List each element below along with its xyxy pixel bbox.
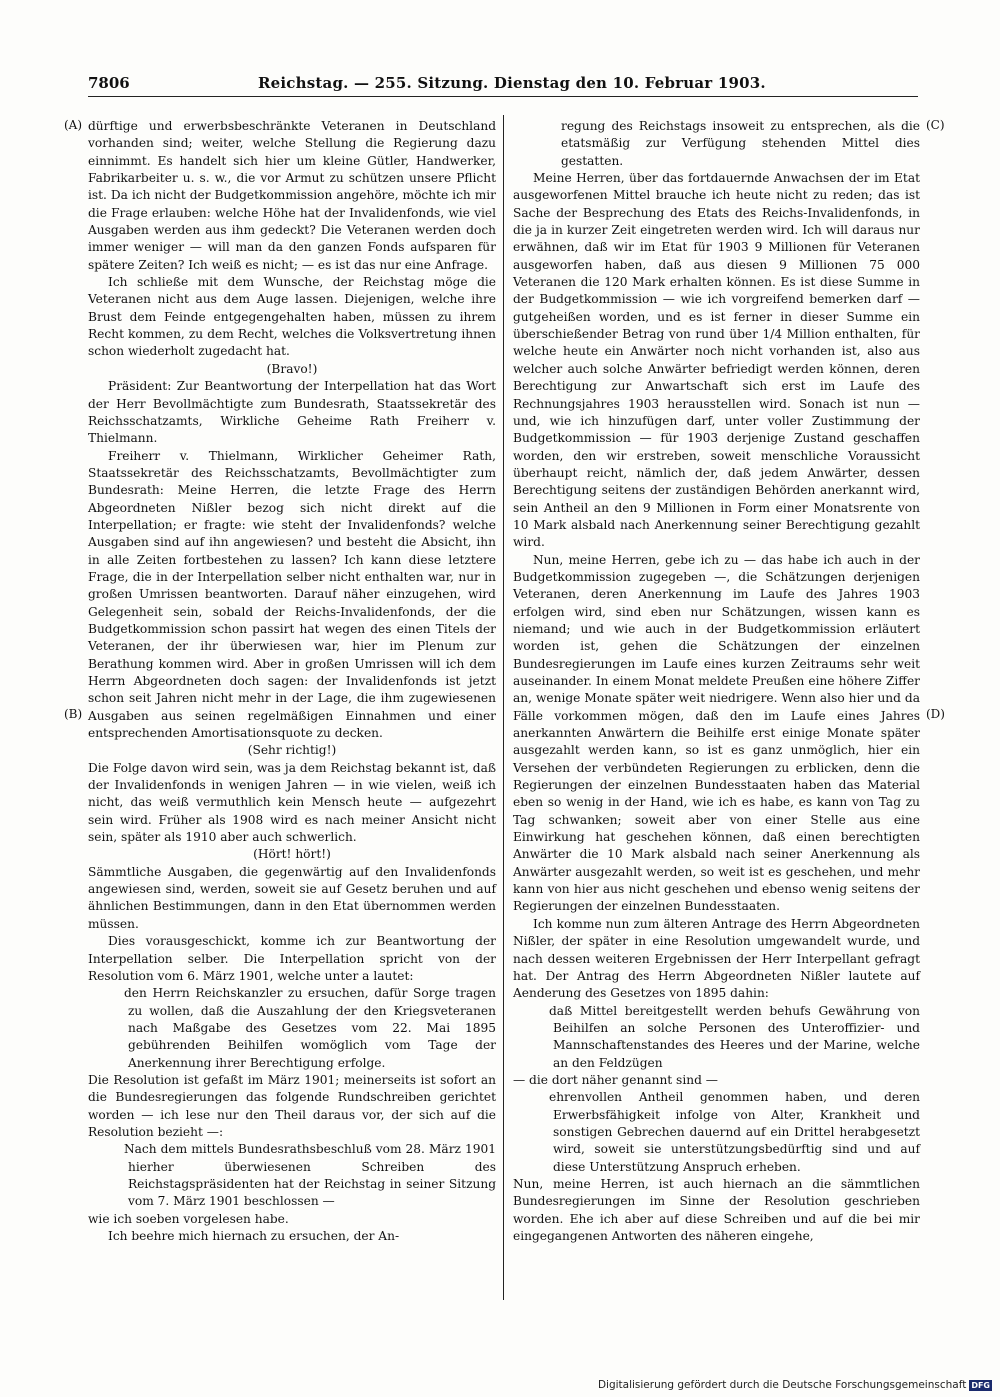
paragraph: dürftige und erwerbsbeschränkte Veteranen in Deutschland vorhanden sind; weiter, welche Stellung die Regierung dazu einnimmt. Es handelt sich hier um kleine Gütler, Handwerker, Fabrikarbeiter u. s. w., die vor Armut zu schützen unsere Pflicht ist. Da ich nicht der Budgetkommission angehöre, möchte ich mir die Frage erlauben: welche Höhe hat der Invalidenfonds, wie viel Ausgaben werden aus ihm gedeckt? Die Veteranen werden doch immer weniger — will man da den ganzen Fonds aufsparen für spätere Zeiten? Ich weiß es nicht; — es ist das nur eine Anfrage. bbox=[88, 119, 496, 272]
paragraph: Die Folge davon wird sein, was ja dem Reichstag bekannt ist, daß der Invalidenfonds in wenigen Jahren — in wie vielen, weiß ich nicht, das weiß vermuthlich kein Mensch heute — aufgezehrt sein wird. Früher als 1908 wird es nach meiner Ansicht nicht sein, später als 1910 aber auch schwerlich. bbox=[88, 760, 496, 845]
quotation: den Herrn Reichskanzler zu ersuchen, dafür Sorge tragen zu wollen, daß die Auszahlung der den Kriegsveteranen nach Maßgabe des Gesetzes vom 22. Mai 1895 gebührenden Beihilfen womöglich vom Tage der Anerkennung ihrer Berechtigung erfolge. bbox=[124, 986, 496, 1070]
margin-mark-d: (D) bbox=[926, 707, 945, 721]
column-divider bbox=[503, 115, 504, 1300]
page-number: 7806 bbox=[88, 74, 130, 92]
quotation: Nach dem mittels Bundesrathsbeschluß vom 28. März 1901 hierher überwiesenen Schreiben des Reichstagspräsidenten hat der Reichstag in seiner Sitzung vom 7. März 1901 beschlossen — bbox=[124, 1142, 496, 1209]
left-column bbox=[88, 118, 496, 1245]
paragraph: — die dort näher genannt sind — bbox=[513, 1072, 718, 1087]
margin-mark-a: (A) bbox=[64, 118, 83, 132]
right-column bbox=[513, 118, 920, 1245]
margin-mark-c: (C) bbox=[926, 118, 945, 132]
paragraph: Ich schließe mit dem Wunsche, der Reichstag möge die Veteranen nicht aus dem Auge lassen. Diejenigen, welche ihre Brust dem Feinde entgegengehalten haben, müssen zu ihrem Recht kommen, zu dem Recht, welches die Volksvertretung ihnen schon wiederholt zugedacht hat. bbox=[88, 275, 496, 359]
interjection: (Sehr richtig!) bbox=[247, 743, 337, 758]
page-header bbox=[88, 74, 918, 97]
footer-text: Digitalisierung gefördert durch die Deutsche Forschungsgemeinschaft bbox=[597, 1379, 967, 1391]
paragraph: Ich beehre mich hiernach zu ersuchen, der An- bbox=[108, 1229, 400, 1243]
paragraph: Freiherr v. Thielmann, Wirklicher Geheimer Rath, Staatssekretär des Reichsschatzamts, Bevollmächtigter zum Bundesrath: Meine Herren, die letzte Frage des Herrn Abgeordneten Nißler bezog sich nicht direkt auf die Interpellation; er fragte: wie steht der Invalidenfonds? welche Ausgaben sind auf ihn angewiesen? und besteht die Absicht, ihn in alle Zeiten fortbestehen zu lassen? Ich kann diese letztere Frage, die in der Interpellation selber nicht enthalten war, nur in großen Umrissen beantworten. Darauf näher einzugehen, wird Gelegenheit sein, sobald der Reichs-Invalidenfonds, der die Budgetkommission schon passirt hat wegen des einen Titels der Veteranen, der ihr überwiesen war, hier im Plenum zur Berathung kommen wird. Aber in großen Umrissen will ich dem Herrn Abgeordneten doch sagen: der Invalidenfonds ist jetzt schon seit Jahren nicht mehr in der Lage, die ihm zugewiesenen Ausgaben aus seinen regelmäßigen Einnahmen und einer entsprechenden Amortisationsquote zu decken. bbox=[88, 448, 496, 741]
paragraph: Die Resolution ist gefaßt im März 1901; meinerseits ist sofort an die Bundesregierungen das folgende Rundschreiben gerichtet worden — ich lese nur den Theil daraus vor, der sich auf die Resolution bezieht —: bbox=[88, 1072, 496, 1139]
paragraph: Meine Herren, über das fortdauernde Anwachsen der im Etat ausgeworfenen Mittel brauche ich heute nicht zu reden; das ist Sache der Besprechung des Etats des Reichs-Invalidenfonds, in die ja in kurzer Zeit eingetreten werden wird. Ich will daraus nur erwähnen, daß wir im Etat für 1903 9 Millionen für Veteranen ausgeworfen haben, daß aus diesen 9 Millionen 75 000 Veteranen die 120 Mark erhalten können. Es ist diese Summe in der Budgetkommission — wie ich vorgreifend bemerken darf — gutgeheißen worden, und es ist ferner in dieser Summe ein überschießender Betrag von rund über 1/4 Million enthalten, für welche heute ein Anwärter noch nicht vorhanden ist, also aus welcher auch solche Anwärter befriedigt werden können, deren Berechtigung zur Anwartschaft sich erst im Laufe des Rechnungsjahres 1903 herausstellen wird. Sonach ist nun — und, wie ich hinzufügen darf, unter voller Zustimmung der Budgetkommission — für 1903 derjenige Zustand geschaffen worden, den wir erstreben, soweit menschliche Voraussicht überhaupt reicht, nämlich der, daß jedem Anwärter, dessen Berechtigung seitens der zuständigen Behörden anerkannt wird, sein Antheil an den 9 Millionen in Form einer Monatsrente von 10 Mark alsbald nach Anerkennung seiner Berechtigung gezahlt wird. bbox=[513, 171, 920, 550]
dfg-logo-icon: DFG bbox=[971, 1380, 990, 1390]
paragraph: Dies vorausgeschickt, komme ich zur Beantwortung der Interpellation selber. Die Interpellation spricht von der Resolution vom 6. März 1901, welche unter a lautet: bbox=[88, 934, 496, 983]
quotation: ehrenvollen Antheil genommen haben, und deren Erwerbsfähigkeit infolge von Alter, Krankheit und sonstigen Gebrechen dauernd auf ein Drittel herabgesetzt wird, soweit sie unterstützungsbedürftig sind und auf diese Unterstützung Anspruch erheben. bbox=[549, 1090, 920, 1174]
paragraph: wie ich soeben vorgelesen habe. bbox=[88, 1211, 289, 1226]
interjection: (Hört! hört!) bbox=[253, 847, 331, 862]
quotation: daß Mittel bereitgestellt werden behufs Gewährung von Beihilfen an solche Personen des Unteroffizier- und Mannschaftenstandes des Heeres und der Marine, welche an den Feldzügen bbox=[549, 1003, 920, 1070]
interjection: (Bravo!) bbox=[266, 361, 318, 376]
footer-credit bbox=[598, 1379, 992, 1391]
paragraph: Präsident: Zur Beantwortung der Interpellation hat das Wort der Herr Bevollmächtigte zum Bundesrath, Staatssekretär des Reichsschatzamts, Wirkliche Geheime Rath Freiherr v. Thielmann. bbox=[88, 379, 496, 446]
paragraph: Sämmtliche Ausgaben, die gegenwärtig auf den Invalidenfonds angewiesen sind, werden, soweit sie auf Gesetz beruhen und auf ähnlichen Bestimmungen, dann in den Etat übernommen werden müssen. bbox=[88, 864, 496, 931]
paragraph: Ich komme nun zum älteren Antrage des Herrn Abgeordneten Nißler, der später in eine Resolution umgewandelt wurde, und nach dessen weiteren Ergebnissen der Herr Interpellant gefragt hat. Der Antrag des Herrn Abgeordneten Nißler lautete auf Aenderung des Gesetzes von 1895 dahin: bbox=[513, 916, 920, 1001]
paragraph: Nun, meine Herren, gebe ich zu — das habe ich auch in der Budgetkommission zugegeben —, die Schätzungen derjenigen Veteranen, deren Anerkennung im Laufe des Jahres 1903 erfolgen wird, sind eben nur Schätzungen, wissen kann es niemand; und wie auch in der Budgetkommission erläutert worden ist, gehen die Schätzungen der einzelnen Bundesregierungen im Laufe eines kurzen Zeitraums sehr weit auseinander. In einem Monat meldete Preußen eine höhere Ziffer an, wenige Monate später weit niedrigere. Wenn also hier und da Fälle vorkommen mögen, daß den im Laufe eines Jahres anerkannten Anwärtern die Beihilfe erst einige Monate später ausgezahlt werden kann, so ist es ganz unmöglich, hier ein Versehen der verbündeten Regierungen zu erblicken, denn die Regierungen der einzelnen Bundesstaaten haben das Material eben so wenig in der Hand, wie ich es habe, es kann von Tag zu Tag schwanken; soweit aber von einer Stelle aus eine Einwirkung hat geschehen können, daß einen berechtigten Anwärter die 10 Mark alsbald nach seiner Anerkennung als Anwärter ausgezahlt werden, so weit ist es geschehen, und mehr kann von hier aus nicht geschehen und ebenso wenig seitens der Regierungen der einzelnen Bundesstaaten. bbox=[513, 552, 920, 914]
paragraph: Nun, meine Herren, ist auch hiernach an die sämmtlichen Bundesregierungen im Sinne der Resolution geschrieben worden. Ehe ich aber auf diese Schreiben und auf die bei mir eingegangenen Antworten des näheren eingehe, bbox=[513, 1176, 920, 1243]
margin-mark-b: (B) bbox=[64, 707, 83, 721]
quotation: regung des Reichstags insoweit zu entsprechen, als die etatsmäßig zur Verfügung stehenden Mittel dies gestatten. bbox=[561, 119, 920, 168]
running-title: Reichstag. — 255. Sitzung. Dienstag den 10. Februar 1903. bbox=[258, 74, 766, 92]
